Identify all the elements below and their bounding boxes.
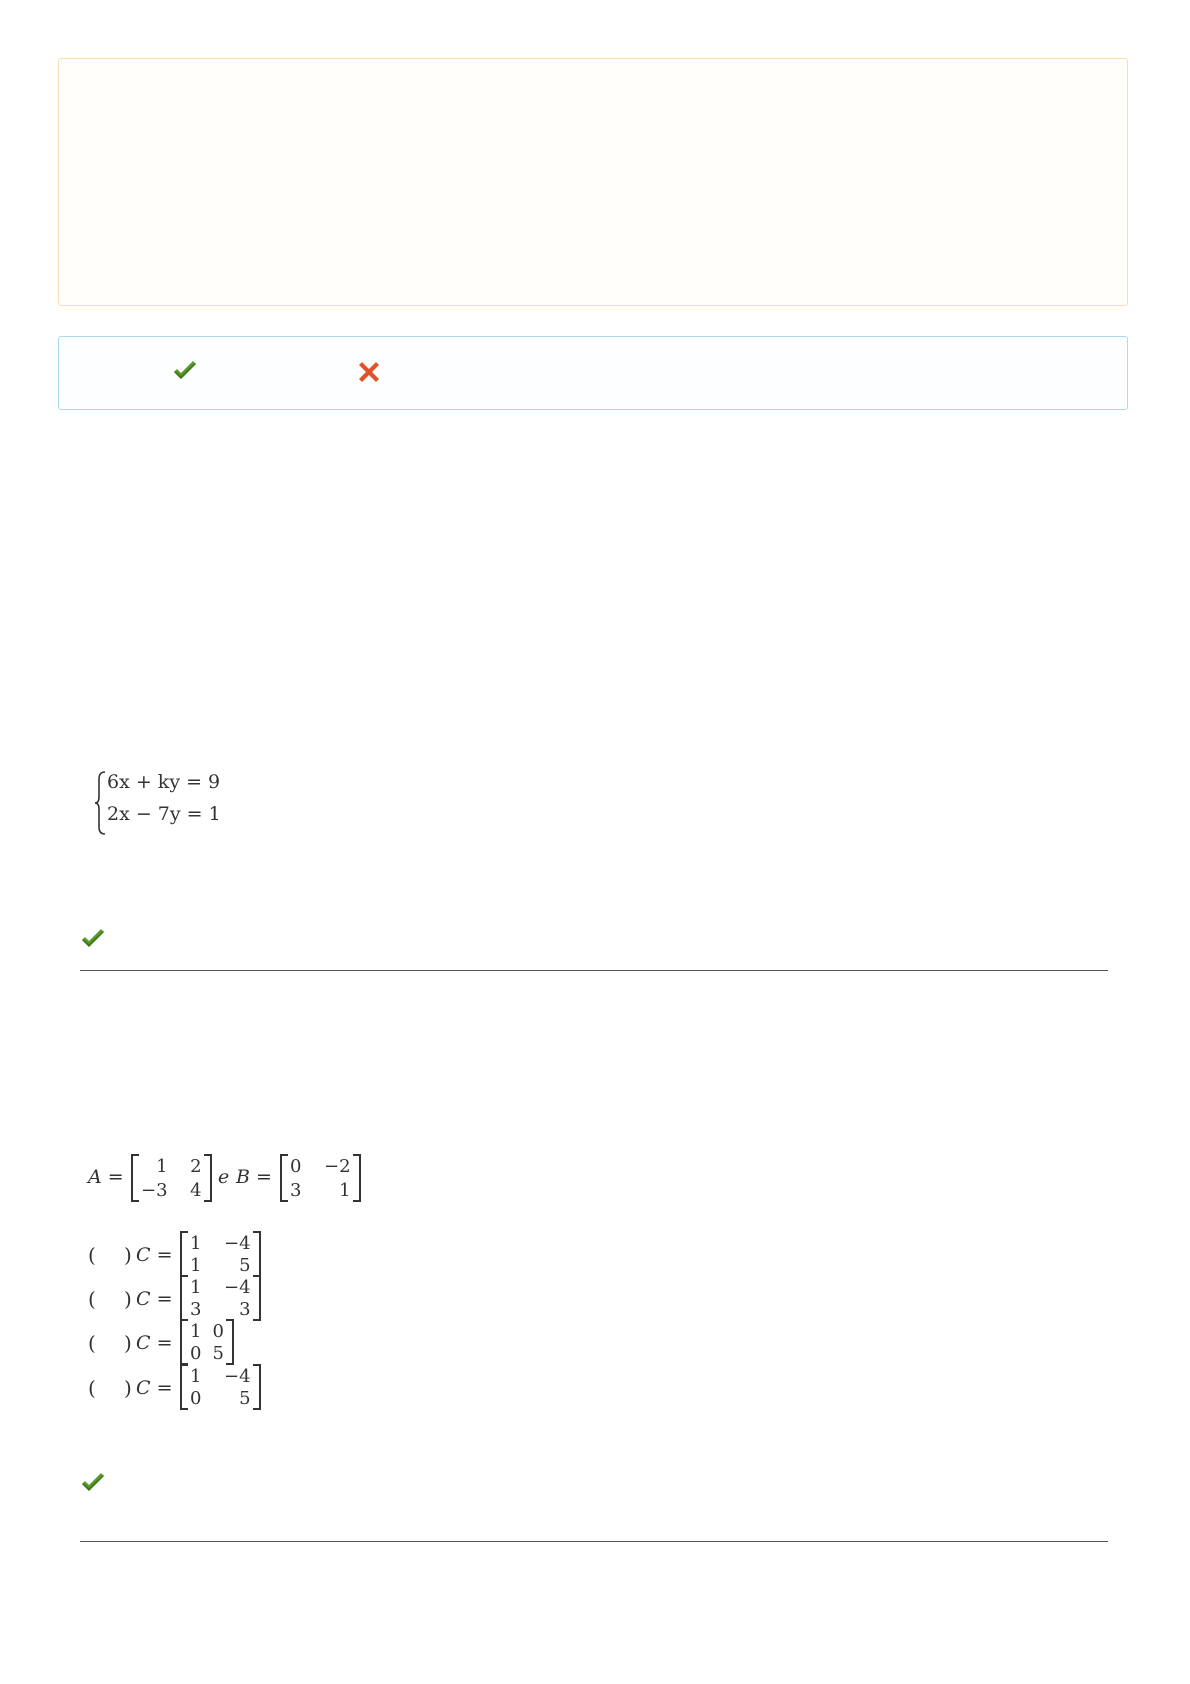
system-brace — [94, 770, 106, 840]
option-2-paren-close: ) — [124, 1287, 132, 1311]
option-3-paren-open[interactable]: ( — [88, 1331, 96, 1355]
question-divider — [80, 970, 1108, 971]
system-equation-1: 6x + ky = 9 — [107, 771, 221, 793]
option-1-label: C = — [136, 1244, 173, 1266]
matrix-b: 0 −2 3 1 — [280, 1154, 361, 1202]
option-3-label: C = — [136, 1332, 173, 1354]
check-icon — [80, 928, 106, 954]
matrix-a: 1 2 −3 4 — [131, 1154, 212, 1202]
info-panel — [58, 58, 1128, 306]
system-equation-2: 2x − 7y = 1 — [107, 803, 221, 825]
option-1-paren-close: ) — [124, 1243, 132, 1267]
legend-panel — [58, 336, 1128, 410]
option-1-paren-open[interactable]: ( — [88, 1243, 96, 1267]
option-4-matrix: 1 −4 0 5 — [180, 1364, 261, 1410]
option-2-paren-open[interactable]: ( — [88, 1287, 96, 1311]
option-2-label: C = — [136, 1288, 173, 1310]
option-4-paren-open[interactable]: ( — [88, 1376, 96, 1400]
option-4-paren-close: ) — [124, 1376, 132, 1400]
check-icon — [80, 1472, 106, 1498]
option-3-paren-close: ) — [124, 1331, 132, 1355]
check-icon — [172, 360, 198, 386]
matrix-a-label: A = — [88, 1166, 124, 1188]
cross-icon — [358, 361, 380, 387]
option-4-label: C = — [136, 1377, 173, 1399]
option-3-matrix: 1 0 0 5 — [180, 1319, 234, 1365]
matrix-b-label: B = — [236, 1166, 272, 1188]
option-2-matrix: 1 −4 3 3 — [180, 1275, 261, 1321]
question-divider — [80, 1541, 1108, 1542]
connector-e: e — [218, 1166, 230, 1188]
option-1-matrix: 1 −4 1 5 — [180, 1231, 261, 1277]
